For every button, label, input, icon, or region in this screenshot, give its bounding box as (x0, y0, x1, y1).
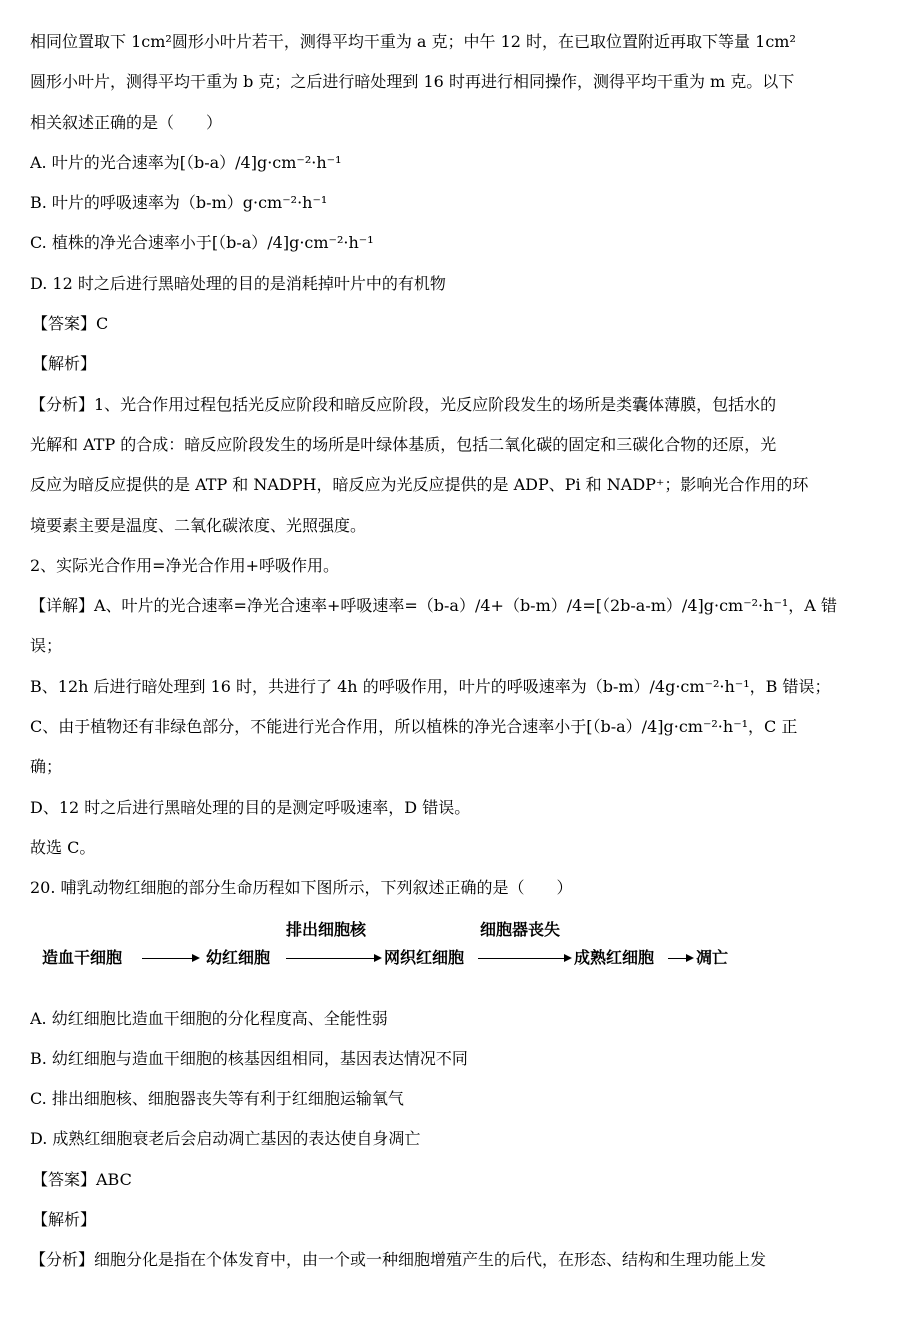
diagram-arrow (668, 958, 692, 959)
option-d: D. 成熟红细胞衰老后会启动凋亡基因的表达使自身凋亡 (30, 1129, 421, 1149)
diagram-arrow (286, 958, 380, 959)
option-a: A. 叶片的光合速率为[（b-a）/4]g·cm⁻²·h⁻¹ (30, 152, 342, 172)
diagram-arrow (142, 958, 198, 959)
red-cell-lifecycle-diagram (30, 915, 872, 997)
option-d: D. 12 时之后进行黑暗处理的目的是消耗掉叶片中的有机物 (30, 273, 446, 293)
document-page (30, 22, 872, 1281)
option-c: C. 排出细胞核、细胞器丧失等有利于红细胞运输氧气 (30, 1089, 404, 1109)
text-line: 光解和 ATP 的合成：暗反应阶段发生的场所是叶绿体基质，包括二氧化碳的固定和三碳化合物的还原，光 (30, 434, 777, 454)
text-line: 2、实际光合作用=净光合作用+呼吸作用。 (30, 555, 339, 575)
diagram-arrow-label-enucleation: 排出细胞核 (286, 919, 367, 939)
option-a: A. 幼红细胞比造血干细胞的分化程度高、全能性弱 (30, 1008, 388, 1028)
text-line: C、由于植物还有非绿色部分，不能进行光合作用，所以植株的净光合速率小于[（b-a）/4]g·cm⁻²·h⁻¹，C 正 (30, 717, 798, 737)
text-line: 【分析】1、光合作用过程包括光反应阶段和暗反应阶段，光反应阶段发生的场所是类囊体薄膜，包括水的 (30, 394, 777, 414)
diagram-arrow-label-organelle-loss: 细胞器丧失 (480, 919, 561, 939)
text-line: 故选 C。 (30, 837, 96, 857)
diagram-node-mature-red-cell: 成熟红细胞 (574, 947, 655, 967)
answer-line: 【答案】ABC (32, 1169, 132, 1189)
text-line: 误； (30, 636, 63, 656)
text-line: 【分析】细胞分化是指在个体发育中，由一个或一种细胞增殖产生的后代，在形态、结构和生理功能上发 (30, 1250, 767, 1270)
text-line: 境要素主要是温度、二氧化碳浓度、光照强度。 (30, 515, 367, 535)
option-c: C. 植株的净光合速率小于[（b-a）/4]g·cm⁻²·h⁻¹ (30, 233, 374, 253)
text-line: 相同位置取下 1cm²圆形小叶片若干，测得平均干重为 a 克；中午 12 时，在已取位置附近再取下等量 1cm² (30, 32, 796, 51)
text-line: 【详解】A、叶片的光合速率=净光合速率+呼吸速率=（b-a）/4+（b-m）/4=[（2b-a-m）/4]g·cm⁻²·h⁻¹，A 错 (30, 596, 837, 616)
diagram-node-reticulocyte: 网织红细胞 (384, 947, 465, 967)
text-line: D、12 时之后进行黑暗处理的目的是测定呼吸速率，D 错误。 (30, 797, 471, 817)
diagram-node-erythroblast: 幼红细胞 (206, 947, 271, 967)
question-20-stem: 20. 哺乳动物红细胞的部分生命历程如下图所示，下列叙述正确的是（ ） (30, 878, 573, 898)
text-line: 确； (30, 757, 63, 777)
text-line: 圆形小叶片，测得平均干重为 b 克；之后进行暗处理到 16 时再进行相同操作，测得平均干重为 m 克。以下 (30, 72, 795, 92)
analysis-heading: 【解析】 (32, 1210, 97, 1230)
answer-line: 【答案】C (32, 314, 109, 334)
text-line: B、12h 后进行暗处理到 16 时，共进行了 4h 的呼吸作用，叶片的呼吸速率为（b-m）/4g·cm⁻²·h⁻¹，B 错误； (30, 676, 831, 696)
diagram-node-hematopoietic-stem-cell: 造血干细胞 (42, 947, 123, 967)
option-b: B. 幼红细胞与造血干细胞的核基因组相同，基因表达情况不同 (30, 1048, 468, 1068)
option-b: B. 叶片的呼吸速率为（b-m）g·cm⁻²·h⁻¹ (30, 193, 328, 213)
text-line: 反应为暗反应提供的是 ATP 和 NADPH，暗反应为光反应提供的是 ADP、Pi 和 NADP⁺；影响光合作用的环 (30, 475, 809, 495)
analysis-heading: 【解析】 (32, 354, 97, 374)
diagram-arrow (478, 958, 570, 959)
diagram-node-apoptosis: 凋亡 (696, 947, 729, 967)
text-line: 相关叙述正确的是（ ） (30, 112, 223, 132)
